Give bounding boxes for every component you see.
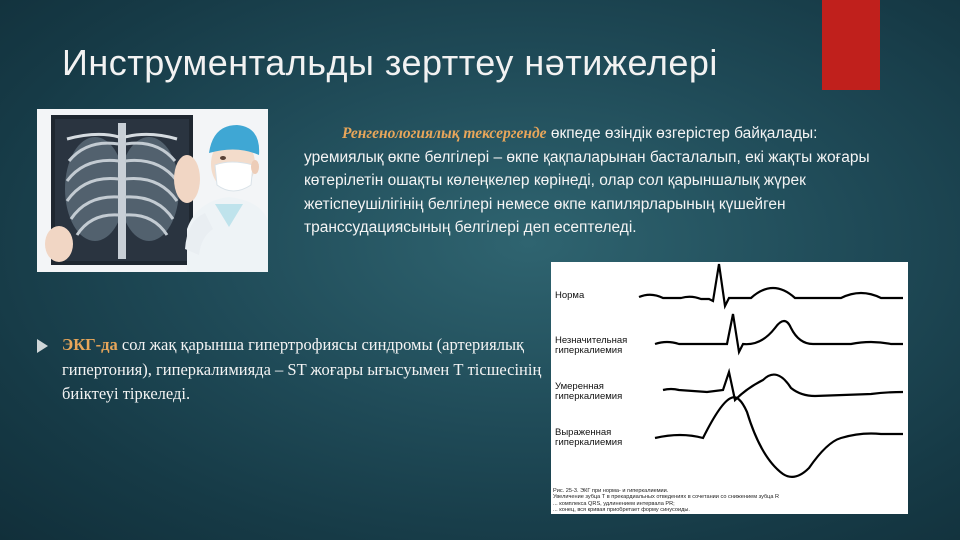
ecg-findings-text	[62, 333, 552, 407]
ecg-figure-caption	[553, 488, 905, 514]
ecg-trace-mild	[655, 314, 903, 352]
ecg-caption-line: ... конец, вся кривая приобретает форму синусоиды.	[553, 507, 690, 514]
slide-title: Инструментальды зерттеу нәтижелері	[62, 42, 718, 83]
ecg-label-severe: Выраженная гиперкалиемия	[555, 427, 623, 448]
doctor-xray-illustration	[37, 109, 268, 272]
ecg-hyperkalemia-figure	[551, 262, 908, 514]
accent-bar	[822, 0, 880, 90]
ecg-trace-severe	[655, 397, 903, 477]
ecg-label-mild: Незначительная гиперкалиемия	[555, 335, 628, 356]
xray-lead-term: Ренгенологиялық тексергенде	[342, 125, 547, 142]
ecg-label-moderate: Умеренная гиперкалиемия	[555, 381, 623, 402]
ecg-lead-term: ЭКГ-да	[62, 335, 118, 354]
xray-findings-text	[304, 122, 874, 240]
ecg-trace-moderate	[663, 372, 903, 400]
ecg-caption-line: Увеличение зубца Т в прекардиальных отведениях в сочетании со снижением зубца R	[553, 494, 780, 501]
bullet-arrow-icon	[37, 339, 48, 353]
ecg-caption-line: ... комплекса QRS, удлинением интервала PR;	[553, 500, 675, 507]
xray-doctor-photo	[37, 109, 268, 272]
ecg-label-norm: Норма	[555, 290, 585, 301]
ecg-trace-norm	[639, 264, 903, 306]
ecg-traces	[551, 262, 908, 488]
xray-body-text: өкпеде өзіндік өзгерістер байқалады: уремиялық өкпе белгілері – өкпе қақпаларынан басталалып, екі жақты жоғары көтерілетін ошақты көлеңкелер көрінеді, олар сол қарыншалық жүрек жетіспеушілігінің белгілері немесе өкпе капилярларының күшейген транссудациясының белгілері деп есептеледі.	[304, 125, 870, 237]
ecg-body-text: сол жақ қарынша гипертрофиясы синдромы (артериялық гипертония), гиперкалимияда – ST жоғары ығысуымен Т тісшесінің биіктеуі тіркеледі.	[62, 335, 542, 403]
ecg-caption-line: Рис. 25-3. ЭКГ при норма- и гиперкалиемии.	[553, 488, 669, 494]
